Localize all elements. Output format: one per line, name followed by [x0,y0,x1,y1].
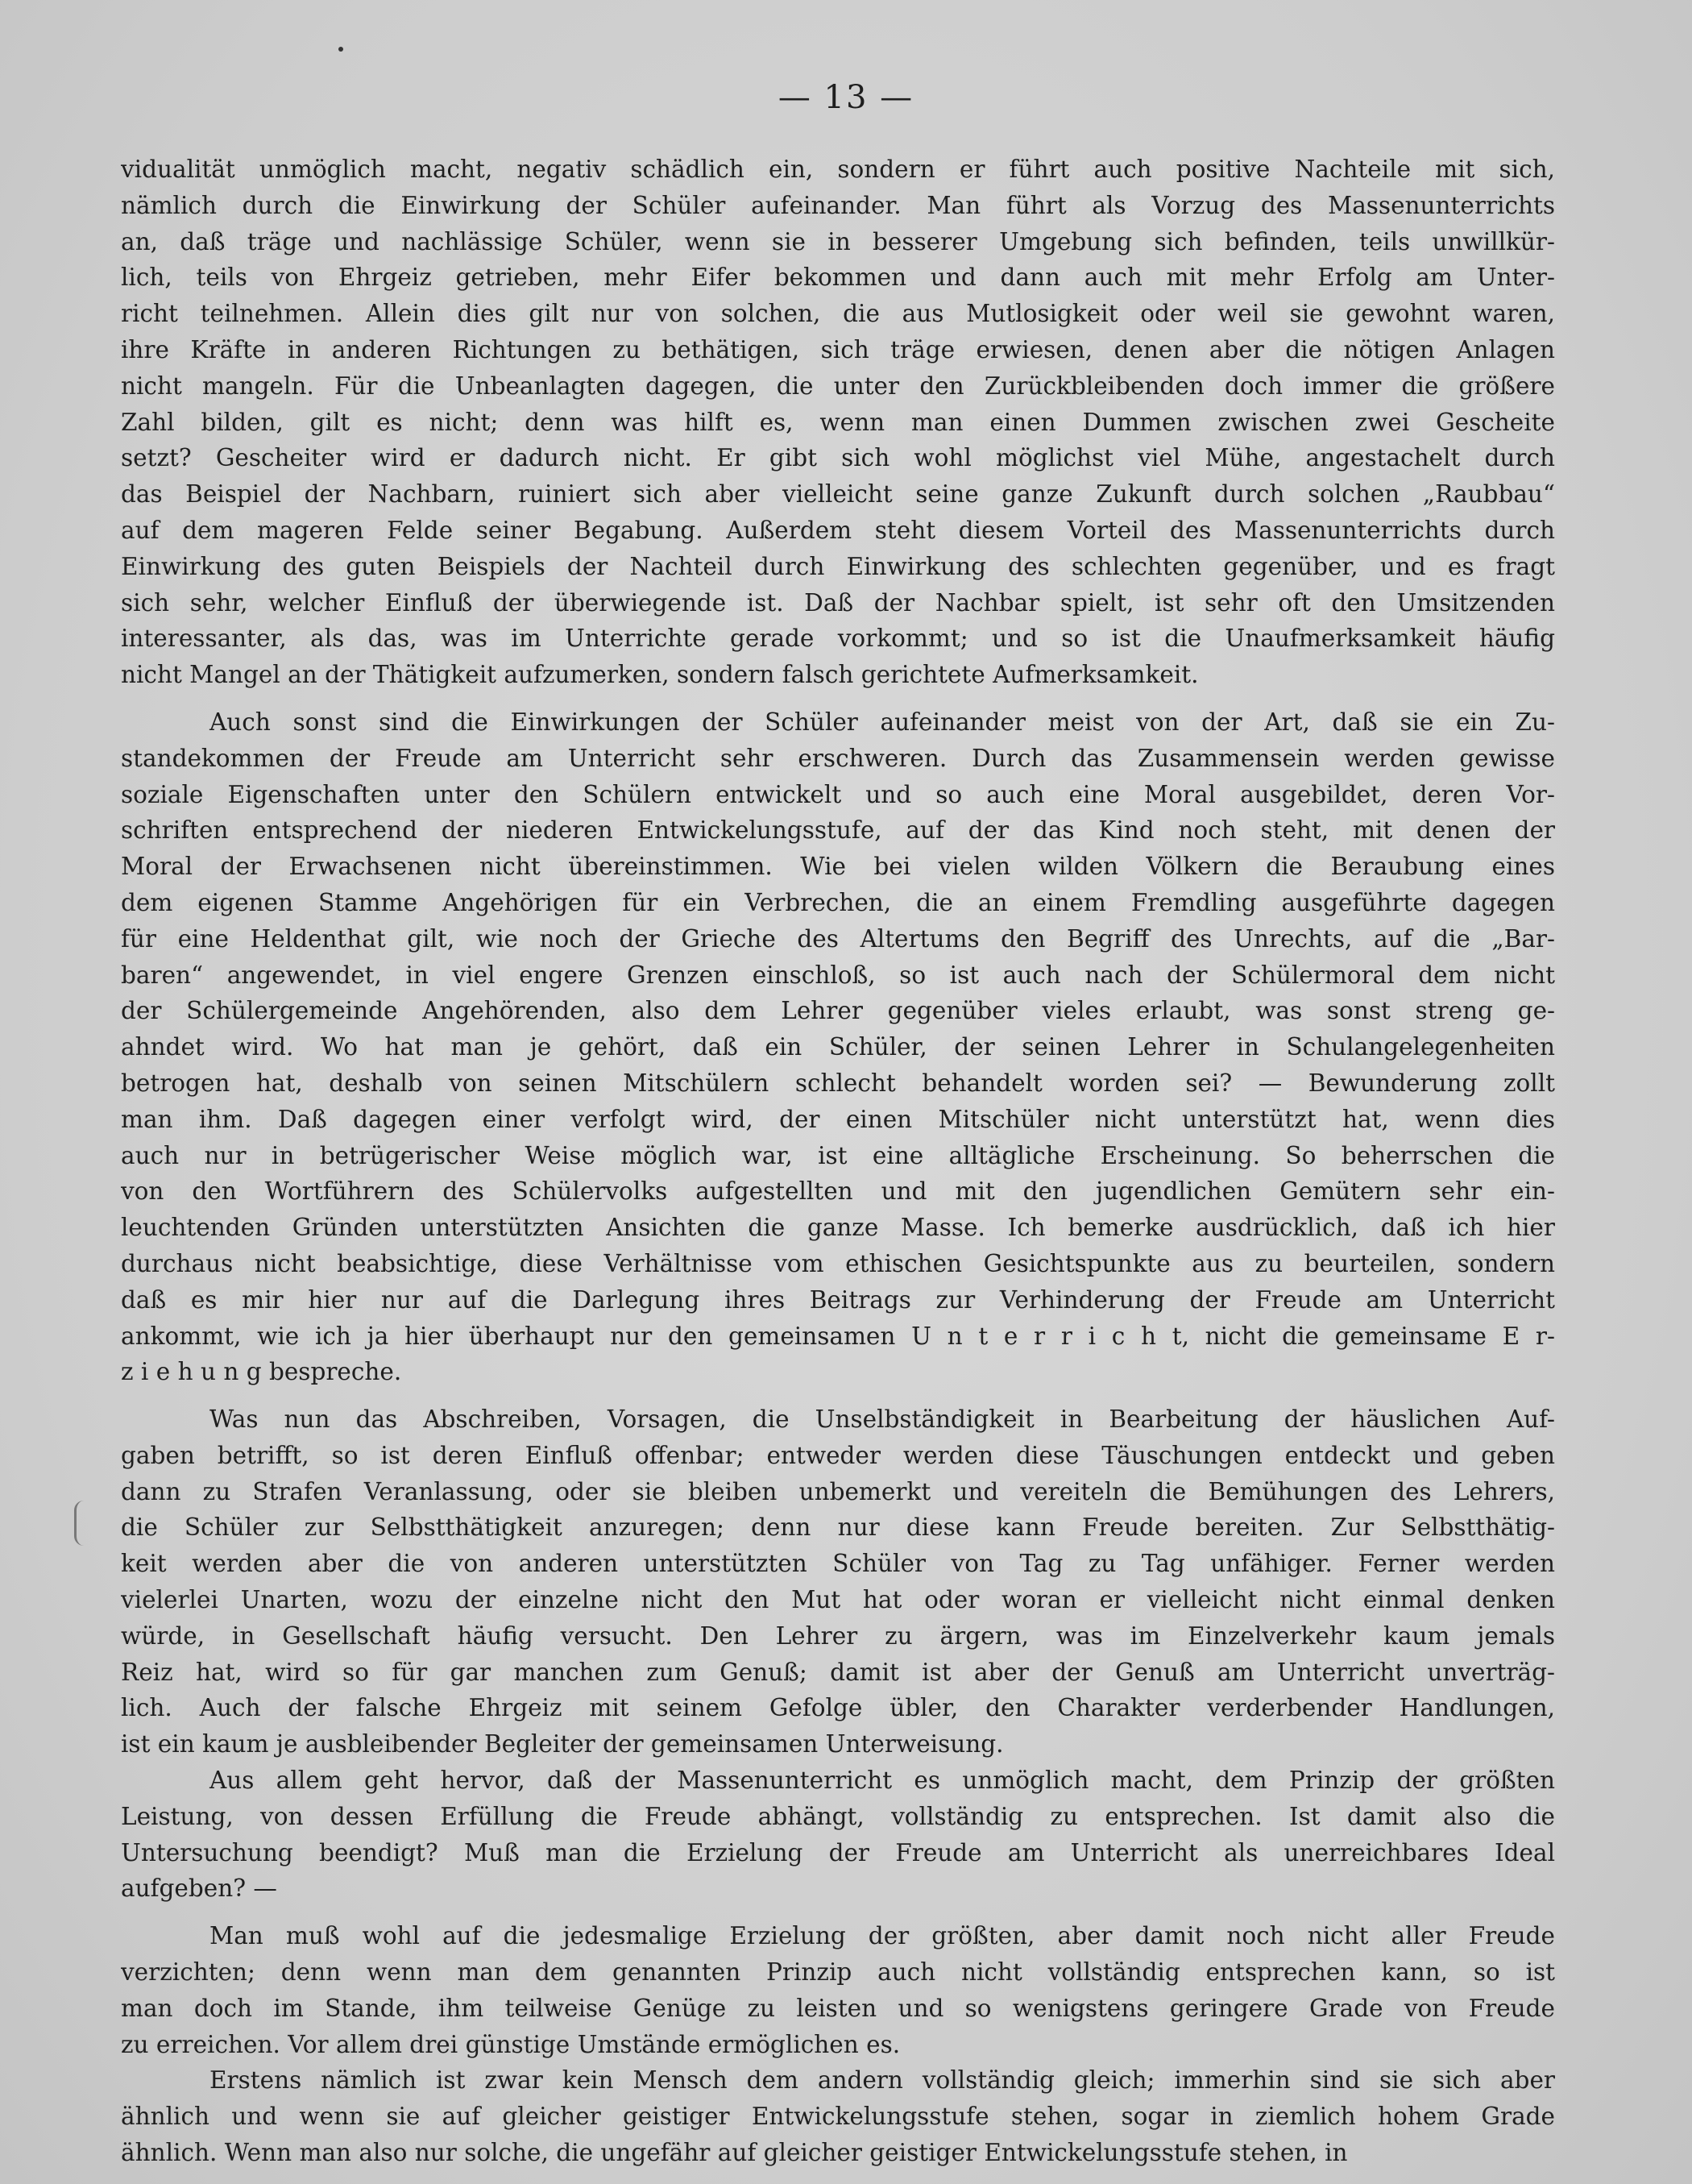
text-line: daß es mir hier nur auf die Darlegung ihres Beitrags zur Verhinderung der Freude am Unterricht [121,1285,1555,1314]
paragraph-gap [121,1390,1555,1401]
paragraph [121,1918,1555,2062]
text-line: der Schülergemeinde Angehörenden, also dem Lehrer gegenüber vieles erlaubt, was sonst streng ge- [121,997,1555,1025]
text-line: interessanter, als das, was im Unterrichte gerade vorkommt; und so ist die Unaufmerksamkeit häufig [121,625,1555,653]
paragraph [121,2062,1555,2170]
paragraph-gap [121,693,1555,704]
paragraph [121,152,1555,693]
text-line: verzichten; denn wenn man dem genannten Prinzip auch nicht vollständig entsprechen kann, so ist [121,1958,1555,1987]
text-line: man ihm. Daß dagegen einer verfolgt wird, der einen Mitschüler nicht unterstützt hat, wenn dies [121,1105,1555,1133]
text-line: auf dem mageren Felde seiner Begabung. Außerdem steht diesem Vorteil des Massenunterrichts durch [121,516,1555,544]
text-line: zu erreichen. Vor allem drei günstige Umstände ermöglichen es. [121,2030,901,2058]
text-line: Man muß wohl auf die jedesmalige Erzielung der größten, aber damit noch nicht aller Freude [209,1922,1555,1950]
text-line: das Beispiel der Nachbarn, ruiniert sich aber vielleicht seine ganze Zukunft durch solchen „Raubbau“ [121,480,1555,509]
text-line: Was nun das Abschreiben, Vorsagen, die Unselbständigkeit in Bearbeitung der häuslichen Auf- [209,1405,1555,1434]
text-line: baren“ angewendet, in viel engere Grenzen einschloß, so ist auch nach der Schülermoral dem nicht [121,961,1555,989]
text-line: leuchtenden Gründen unterstützten Ansichten die ganze Masse. Ich bemerke ausdrücklich, daß ich hier [121,1214,1555,1242]
text-line: vielerlei Unarten, wozu der einzelne nicht den Mut hat oder woran er vielleicht nicht einmal denken [121,1586,1555,1614]
text-line: Einwirkung des guten Beispiels der Nachteil durch Einwirkung des schlechten gegenüber, und es fragt [121,552,1555,580]
text-line: keit werden aber die von anderen unterstützten Schüler von Tag zu Tag unfähiger. Ferner werden [121,1550,1555,1578]
page-number: — 13 — [778,79,914,116]
paragraph [121,1763,1555,1907]
text-line: durchaus nicht beabsichtige, diese Verhältnisse vom ethischen Gesichtspunkte aus zu beurteilen, sondern [121,1249,1555,1277]
body-text [121,152,1555,2171]
text-line: setzt? Gescheiter wird er dadurch nicht. Er gibt sich wohl möglichst viel Mühe, angestachelt durch [121,444,1555,472]
text-line: aufgeben? — [121,1875,277,1903]
paragraph-gap [121,1907,1555,1918]
text-line: Zahl bilden, gilt es nicht; denn was hilft es, wenn man einen Dummen zwischen zwei Gescheite [121,408,1555,436]
text-line: betrogen hat, deshalb von seinen Mitschülern schlecht behandelt worden sei? — Bewunderung zollt [121,1069,1555,1097]
text-line: ähnlich und wenn sie auf gleicher geistiger Entwickelungsstufe stehen, sogar in ziemlich hohem Grade [121,2103,1555,2131]
text-line: dem eigenen Stamme Angehörigen für ein Verbrechen, die an einem Fremdling ausgeführte dagegen [121,888,1555,916]
text-line: nicht mangeln. Für die Unbeanlagten dagegen, die unter den Zurückbleibenden doch immer die größere [121,372,1555,400]
text-line: nicht Mangel an der Thätigkeit aufzumerken, sondern falsch gerichtete Aufmerksamkeit. [121,661,1199,689]
text-line: an, daß träge und nachlässige Schüler, wenn sie in besserer Umgebung sich befinden, teils unwillkür- [121,227,1555,255]
text-line: Leistung, von dessen Erfüllung die Freude abhängt, vollständig zu entsprechen. Ist damit also die [121,1802,1555,1830]
text-line: auch nur in betrügerischer Weise möglich war, ist eine alltägliche Erscheinung. So beherrschen die [121,1141,1555,1169]
text-line: von den Wortführern des Schülervolks aufgestellten und mit den jugendlichen Gemütern sehr ein- [121,1177,1555,1206]
text-line: lich. Auch der falsche Ehrgeiz mit seinem Gefolge übler, den Charakter verderbender Handlungen, [121,1694,1555,1722]
text-line: ihre Kräfte in anderen Richtungen zu bethätigen, sich träge erwiesen, denen aber die nötigen Anlagen [121,335,1555,363]
text-line: Moral der Erwachsenen nicht übereinstimmen. Wie bei vielen wilden Völkern die Beraubung eines [121,853,1555,881]
text-line: für eine Heldenthat gilt, wie noch der Grieche des Altertums den Begriff des Unrechts, auf die „Bar- [121,924,1555,953]
text-line: Untersuchung beendigt? Muß man die Erzielung der Freude am Unterricht als unerreichbares Ideal [121,1838,1555,1866]
text-line: Aus allem geht hervor, daß der Massenunterricht es unmöglich macht, dem Prinzip der größten [209,1767,1555,1795]
text-line: die Schüler zur Selbstthätigkeit anzuregen; denn nur diese kann Freude bereiten. Zur Selbstthätig- [121,1513,1555,1542]
text-line: soziale Eigenschaften unter den Schülern entwickelt und so auch eine Moral ausgebildet, deren Vor- [121,780,1555,808]
text-line: standekommen der Freude am Unterricht sehr erschweren. Durch das Zusammensein werden gewisse [121,744,1555,772]
margin-pencil-mark [74,1501,88,1546]
text-line: ist ein kaum je ausbleibender Begleiter der gemeinsamen Unterweisung. [121,1730,1004,1758]
ink-speck [338,47,343,52]
text-line: Auch sonst sind die Einwirkungen der Schüler aufeinander meist von der Art, daß sie ein Zu- [209,708,1555,736]
text-line: ähnlich. Wenn man also nur solche, die ungefähr auf gleicher geistiger Entwickelungsstufe stehen, in [121,2139,1348,2167]
text-line: dann zu Strafen Veranlassung, oder sie bleiben unbemerkt und vereiteln die Bemühungen des Lehrers, [121,1477,1555,1505]
text-line: Erstens nämlich ist zwar kein Mensch dem andern vollständig gleich; immerhin sind sie sich aber [209,2066,1555,2095]
text-line: vidualität unmöglich macht, negativ schädlich ein, sondern er führt auch positive Nachteile mit sich, [121,156,1555,183]
text-line: richt teilnehmen. Allein dies gilt nur von solchen, die aus Mutlosigkeit oder weil sie gewohnt waren, [121,300,1555,328]
text-line: ahndet wird. Wo hat man je gehört, daß ein Schüler, der seinen Lehrer in Schulangelegenheiten [121,1033,1555,1061]
text-line: ankommt, wie ich ja hier überhaupt nur den gemeinsamen U n t e r r i c h t, nicht die gemeinsame E r- [121,1322,1555,1350]
text-line: würde, in Gesellschaft häufig versucht. Den Lehrer zu ärgern, was im Einzelverkehr kaum jemals [121,1621,1555,1650]
text-line: z i e h u n g bespreche. [121,1358,402,1386]
text-line: lich, teils von Ehrgeiz getrieben, mehr Eifer bekommen und dann auch mit mehr Erfolg am Unter- [121,264,1555,292]
text-line: sich sehr, welcher Einfluß der überwiegende ist. Daß der Nachbar spielt, ist sehr oft den Umsitzenden [121,588,1555,617]
paragraph [121,704,1555,1390]
text-line: nämlich durch die Einwirkung der Schüler aufeinander. Man führt als Vorzug des Massenunterrichts [121,191,1555,219]
text-line: schriften entsprechend der niederen Entwickelungsstufe, auf der das Kind noch steht, mit denen der [121,816,1555,845]
paragraph [121,1401,1555,1763]
text-line: man doch im Stande, ihm teilweise Genüge zu leisten und so wenigstens geringere Grade von Freude [121,1994,1555,2022]
text-line: gaben betrifft, so ist deren Einfluß offenbar; entweder werden diese Täuschungen entdeckt und geben [121,1441,1555,1469]
text-line: Reiz hat, wird so für gar manchen zum Genuß; damit ist aber der Genuß am Unterricht unverträg- [121,1658,1555,1686]
